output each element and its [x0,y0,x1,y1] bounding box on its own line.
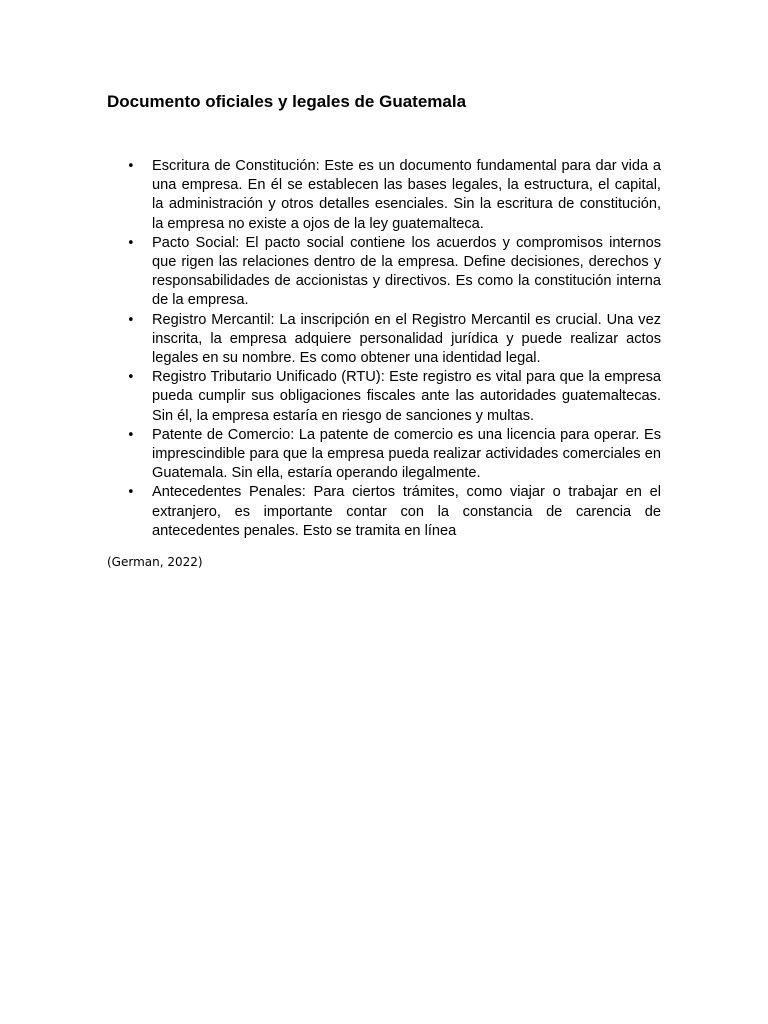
list-item-text: Antecedentes Penales: Para ciertos trámites, como viajar o trabajar en el extranjero, es importante contar con la constancia de carencia de antecedentes penales. Esto se tramita en línea [152,484,661,539]
bullet-list [107,157,661,541]
bullet-icon: • [127,427,135,443]
citation: (German, 2022) [107,555,203,569]
bullet-icon: • [127,370,135,386]
bullet-icon: • [127,312,135,328]
list-item-text: Patente de Comercio: La patente de comercio es una licencia para operar. Es imprescindible para que la empresa pueda realizar actividades comerciales en Guatemala. Sin ella, estaría operando ilegalmente. [152,426,661,482]
list-item [107,368,661,426]
bullet-icon: • [127,235,135,251]
list-item-text: Pacto Social: El pacto social contiene los acuerdos y compromisos internos que rigen las relaciones dentro de la empresa. Define decisiones, derechos y responsabilidades de accionistas y directivos. Es como la constitución interna de la empresa. [152,234,661,309]
document-title: Documento oficiales y legales de Guatemala [107,92,467,111]
list-item [107,157,661,234]
list-item-text: Escritura de Constitución: Este es un documento fundamental para dar vida a una empresa. En él se establecen las bases legales, la estructura, el capital, la administración y otros detalles esenciales. Sin la escritura de constitución, la empresa no existe a ojos de la ley guatemalteca. [152,158,661,232]
list-item [107,234,661,311]
list-item-text: Registro Mercantil: La inscripción en el Registro Mercantil es crucial. Una vez inscrita, la empresa adquiere personalidad jurídica y puede realizar actos legales en su nombre. Es como obtener una identidad legal. [152,311,661,367]
list-item [107,426,661,484]
bullet-icon: • [127,159,135,174]
list-item [107,311,661,369]
bullet-icon: • [127,485,135,501]
list-item [107,483,661,541]
list-item-text: Registro Tributario Unificado (RTU): Este registro es vital para que la empresa pueda cumplir sus obligaciones fiscales ante las autoridades guatemaltecas. Sin él, la empresa estaría en riesgo de sanciones y multas. [152,369,661,424]
